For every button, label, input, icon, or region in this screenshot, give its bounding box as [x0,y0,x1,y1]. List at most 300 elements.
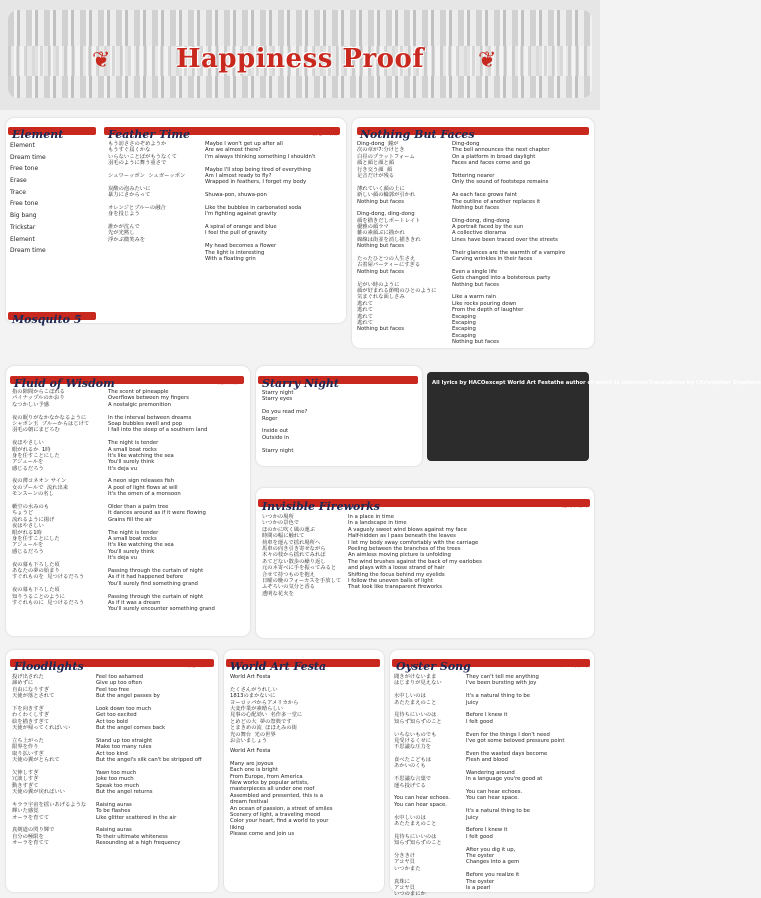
lyric-line: Grains fill the air [108,516,153,523]
flourish-left-icon: ❦ [92,48,111,73]
lyric-line: You'll surely find something grand [108,580,198,587]
lyric-line: Each one is bright [230,767,278,774]
lyric-line: わくわくしすぎ [12,712,50,719]
lyric-line: In a language you're good at [466,776,543,783]
lyric-line: 透明な花火を [262,590,294,597]
lyric-line: Scenery of light, a traveling mood [230,811,321,818]
lyric-line: Faces and faces come and go [452,160,531,167]
lyric-line: Even for the things I don't need [466,731,550,738]
lyric-line: Like rocks pouring down [452,300,517,307]
credit-line: Translations by Christopher Stephens [648,380,761,386]
feather-time-jp-title: 羽毛の時刻 [312,131,338,137]
lyric-line: 日曜の晩のフォーカスを手放して [262,577,342,584]
lyric-line: オレンジとブルーの融合 [108,204,166,211]
lyric-line: いつかまた [394,865,421,872]
lyric-line: ほのかに吹く風の運ぶ [262,526,315,533]
lyric-line: It dances around as if it were flowing [108,510,206,517]
lyric-line: Half-hidden as I pass beneath the leaves [348,533,456,540]
oyster-song-lyrics-en [466,674,564,891]
lyric-line: 分ききけ [394,852,416,859]
tracklist-heading: Element [12,128,64,141]
lyric-line: But the angel passes by [96,693,160,700]
lyric-line: 足音だけが残る [357,172,395,179]
lyric-line: 見待ちにいいのは [394,833,437,840]
lyric-line: Ding-dong [452,141,480,147]
track-item: Element [10,142,35,149]
lyric-line: ちょうど [12,510,34,517]
lyric-line: Escaping [452,332,476,339]
lyric-line: とまきめの流 ほほえみの街 [230,725,297,732]
lyric-line: Overflows between my fingers [108,395,189,402]
lyric-line: Nothing but faces [357,243,405,250]
lyric-line: Older than a palm tree [108,504,169,511]
lyric-line: Many are joyous [230,760,274,767]
lyric-line: 暴力にさからって [108,192,151,199]
lyric-line: 立ち上がった [12,737,44,744]
lyric-line: 諦めずに [12,680,34,687]
lyric-line: Juicy [466,699,479,706]
lyric-line: Starry night [262,390,294,396]
lyric-line: 水中しいのは [394,693,426,700]
lyric-line: 真剣道の閃り輝で [12,827,55,834]
lyric-line: 運ち投げてる [394,782,426,789]
lyric-line: 食べたこどもは [394,757,432,764]
lyric-line: Starry night [262,447,294,454]
lyric-line: Wandering around [466,769,515,776]
fluid-of-wisdom-heading: Fluid of Wisdom [14,377,115,390]
lyric-line: Act too kind [96,750,128,757]
lyric-line: It's like watching the sea [108,542,174,549]
lyric-line: 身を投じよう [108,211,140,218]
credit-line: the author of which is unknown [554,380,649,386]
lyric-line: Are we almost there? [205,147,262,154]
feather-time-lyrics-en [205,141,315,262]
lyric-line: 白昼のプラットフォーム [357,153,415,160]
world-art-festa-heading: World Art Festa [230,660,327,673]
lyric-line: はじまりが見えない [394,680,442,687]
title-banner [0,0,600,110]
mosquito-heading: Mosquito 5 [12,313,82,326]
floodlights-jp-title: 閃光の果て [185,663,211,669]
lyric-line: Flesh and blood [466,757,508,764]
lyric-line: あかいのくも [394,763,426,770]
lyric-line: and plays with a loose strand of hair [348,565,445,572]
lyric-line: ヨーロッパからアメリカから [230,699,299,706]
lyric-line: As if it had happened before [108,574,184,581]
lyric-line: The night is tender [108,529,159,536]
starry-night-heading: Starry Night [262,377,339,390]
lyric-line: Like a warm rain [452,294,496,301]
lyric-line: Before I knew it [466,712,508,719]
lyric-line: 行き交う顔 顔 [357,166,393,173]
lyric-line: 夜の幕も下ろした頃 [12,587,60,594]
lyric-line: An aimless moving picture is unfolding [348,552,451,559]
lyric-line: Nothing but faces [357,326,405,333]
lyric-line: Tottering nearer [452,172,495,179]
track-item: Trickstar [10,223,36,231]
lyric-line: From the depth of laughter [452,307,524,314]
lyric-line: 雑の素顔ぶに描かれ [357,230,405,237]
lyric-line: 投げ出された [12,674,44,680]
lyric-line: もう訪ささのぞめようか [108,141,167,147]
lyric-line: 逃れて [357,313,373,320]
lyric-line: シュワーッポン シュガーッポン [108,172,186,179]
lyric-line: Starry eyes [262,396,293,403]
lyric-line: 足がい時のように [357,281,400,288]
lyric-line: 流れるように揚げ [12,516,55,523]
lyric-line: 木々の枝から揺れてみれば [262,552,326,559]
lyric-line: It's like watching the sea [108,452,174,459]
lyric-line: 夜の幕も下ろした頃 [12,561,60,568]
lyric-line: Get too excited [96,712,137,719]
lyric-line: Carving wrinkles in their faces [452,256,533,263]
invisible-fireworks-lyrics-jp [262,514,341,597]
lyric-line: 身を任すことにした [12,452,60,459]
track-item: Dream time [10,247,46,255]
lyric-line: In the interval between dreams [108,414,192,421]
lyric-line: 自由になりすぎ [12,686,50,693]
lyric-line: An ocean of passion, a street of smiles [230,805,333,812]
lyric-line: 下を向きすぎ [12,705,44,712]
lyric-line: The oyster [466,852,495,859]
lyric-line: I feel the pull of gravity [205,230,267,237]
lyric-line: I let my body sway comfortably with the carriage [348,539,479,546]
lyric-line: あなたの夢の始まり [12,567,60,574]
flourish-right-icon: ❦ [478,48,497,73]
credits-text [432,380,761,387]
invisible-fireworks-jp-title: 透明な花火 [562,503,588,509]
lyric-line: Speak too much [96,782,140,789]
lyric-line: Maybe I'll stop being tired of everything [205,166,311,173]
feather-time-heading: Feather Time [108,128,191,141]
lyric-line: You can hear echoes. [466,789,523,796]
lyric-line: In a place in time [348,514,394,520]
lyric-line: I've got some beloved pressure point [466,737,565,744]
lyric-line: Even the wasted days become [466,750,548,757]
lyric-line: Like the bubbles in carbonated soda [205,204,302,211]
lyric-line: I felt good [466,718,493,725]
lyric-line: なつかしい予感 [12,401,50,408]
lyric-line: I fall into the sleep of a southern land [108,427,208,434]
lyric-line: 逃れて [357,307,373,314]
lyric-line: とめどの大 夢の祭典です [230,718,292,725]
lyric-line: To their ultimate whiteness [96,833,168,840]
lyric-line: 先が光黙し [108,230,135,237]
lyric-line: 誰かが沈んで [108,224,140,231]
lyric-line: You can hear space. [394,801,447,808]
lyric-line: Before you realize it [466,872,520,879]
lyric-line: オーラを育てて [12,840,50,847]
track-item: Big bang [10,212,37,220]
lyric-line: Raising auras [96,827,132,834]
lyric-line: 感じるだろう [12,548,44,555]
lyric-line: オーラを育てて [12,814,50,821]
lyric-line: 冗談しすぎ [12,776,39,783]
lyric-line: 元のネ寄べに手を振ってみると [262,565,337,572]
lyric-line: A vaguely sweet wind blows against my face [348,526,467,533]
lyric-line: Color your heart, find a world to your [230,818,329,825]
lyric-line: 馬車の向き引き寄せながら [262,545,326,552]
lyric-line: A collective diorama [452,230,507,237]
lyric-line: 知らず知らずのこと [394,718,442,725]
lyric-line: Assembled and presented, this is a [230,792,323,799]
lyric-line: 気まぐれな面しさみ [357,294,405,301]
lyric-line: 羽毛のように舞う重さで [108,160,167,167]
lyric-line: You can hear echoes. [394,795,451,802]
lyric-line: いつかの場所 [262,514,294,520]
fluid-of-wisdom-lyrics-jp [12,389,89,606]
lyric-line: 薄れていく顔の上に [357,185,405,192]
lyric-line: たくさんがうれしい [230,686,278,693]
lyric-line: Lines have been traced over the streets [452,236,558,243]
lyric-line: Shuwa-pon, shuwa-pon [205,192,267,199]
lyric-line: It's the omen of a monsoon [108,491,181,498]
starry-night-lyrics [262,390,307,454]
lyric-line: モンスーンの名し [12,491,54,498]
lyric-line: After you dig it up, [466,846,516,853]
lyric-line: 取り払いすぎ [12,750,44,757]
lyric-line: シャボン玉 ブルーからはじけて [12,420,90,427]
lyric-line: The oyster [466,878,495,885]
lyric-line: It's a natural thing to be [466,808,531,815]
lyric-line: A small boat rocks [108,446,157,453]
world-art-festa-lyrics-jp [230,674,302,744]
tracklist [10,140,46,257]
lyric-line: 聞きがけないまま [394,674,437,680]
lyric-line: 1813のまかないに [230,693,276,700]
lyric-line: 夜の眠りがなかなかなるように [12,414,87,421]
fluid-of-wisdom-jp-title: 流体知性 [218,380,239,386]
lyric-line: 次の章が7:分けとき [357,147,405,154]
lyric-line: 欠伸しすぎ [12,769,39,776]
lyric-line: Before I knew it [466,827,508,834]
lyric-line: A pool of light flows at will [108,484,178,491]
lyric-line: いらないことばがもうなくて [108,153,177,160]
lyric-line: 線線は街並を消し描ききれ [357,236,421,243]
album-title: Happiness Proof [175,44,425,74]
lyric-line: masterpieces all under one roof [230,786,315,793]
nothing-but-faces-lyrics-jp [357,141,436,333]
lyric-line: I'm always thinking something I shouldn't [205,153,316,160]
lyric-line: The light is interesting [205,249,265,256]
lyric-line: Wrapped in feathers, I forget my body [205,179,307,186]
floodlights-heading: Floodlights [14,660,84,673]
lyric-line: 水中しいのは [394,814,426,821]
lyric-line: 天使が落とされて [12,693,55,700]
lyric-line: A nostalgic premonition [108,401,171,408]
track-item: Dream time [10,153,46,161]
lyric-line: 身を任すことにした [12,535,60,542]
lyric-line: Give up too often [96,680,143,687]
lyric-line: It's deja vu [108,555,138,562]
lyric-line: But the angel returns [96,789,153,796]
lyric-line: 大変作業が素晴らしい [230,705,283,712]
lyric-line: Nothing but faces [357,268,405,275]
lyric-line: アコヤ貝 [394,884,415,891]
oyster-song-lyrics-jp [394,674,450,898]
lyric-line: 荷車を運んで揺れ場所へ [262,539,321,546]
lyric-line: 眼がれる1時 [12,529,42,536]
lyric-line: 羽毛の朝にまどろむ [12,427,60,434]
lyric-line: すぐれものを 見つけるだろう [12,574,85,581]
lyric-line: I've been bursting with joy [466,680,537,687]
lyric-line: A spiral of orange and blue [205,224,277,231]
lyric-line: It's a natural thing to be [466,693,531,700]
lyric-line: あてどない散歩の繰り返し [262,558,326,565]
lyric-line: アジュールを [12,542,44,549]
lyric-line: Stand up too straight [96,737,153,744]
floodlights-lyrics-jp [12,674,86,847]
lyric-line: Outside in [262,434,289,441]
lyric-line: World Art Festa [230,674,271,680]
lyric-line: I felt good [466,833,493,840]
lyric-line: You'll surely think [108,459,155,466]
lyric-line: Ding-dong, ding-dong [452,217,510,224]
lyric-line: Maybe I won't get up after all [205,141,283,147]
lyric-line: Soap bubbles swell and pop [108,420,183,427]
lyric-line: They can't tell me anything [466,674,539,680]
lyric-line: 顔と顔と顔と顔 [357,160,395,167]
lyric-line: Look down too much [96,705,152,712]
credit-line: All lyrics by HACO [432,380,486,386]
lyric-line: You can hear space. [466,795,519,802]
lyric-line: World Art Festa [230,748,271,754]
lyric-line: 動きすぎて [12,782,39,789]
lyric-line: In a landscape in time [348,520,407,527]
lyric-line: Changes into a gem [466,859,520,866]
lyric-line: 眼がれるか 1時 [12,446,51,453]
lyric-line: On a platform in broad daylight [452,153,536,160]
invisible-fireworks-heading: Invisible Fireworks [262,500,380,513]
track-item: Element [10,235,35,243]
world-art-festa-lyrics-en [230,748,333,837]
lyric-line: Like glitter scattered in the air [96,814,177,821]
lyric-line: Is a pearl [466,884,491,891]
lyric-line: Nothing but faces [452,281,500,288]
lyric-line: アジュールを [12,459,44,466]
lyric-line: A neon sign releases fish [108,478,175,485]
invisible-fireworks-lyrics-en [348,514,482,591]
lyric-line: A portrait faced by the sun [452,224,524,231]
lyric-line: もうすぐ届くかな [108,147,151,154]
lyric-line: Inside out [262,428,289,435]
lyric-line: 時間の幅に触れて [262,533,305,540]
lyric-line: いつかの景色で [262,520,300,527]
lyric-line: Escaping [452,319,476,326]
lyric-line: Roger [262,415,278,422]
lyric-line: 炭酸の泡みたいに [108,185,151,192]
lyric-line: Feel too free [96,686,130,693]
lyric-line: With a floating grin [205,256,256,263]
lyric-line: Ding-dong, ding-dong [357,211,415,218]
lyric-line: 絵を描きすぎて [12,718,50,725]
lyric-line: 知りうることのように [12,593,65,600]
lyric-line: You'll surely encounter something grand [108,606,215,613]
lyric-line: From Europe, from America [230,773,303,780]
lyric-line: パイナップルのかおり [12,395,65,402]
lyric-line: 見待ちにいいのは [394,712,437,719]
lyric-line: The scent of pineapple [108,389,169,395]
lyric-line: 真珠に [394,878,410,885]
lyric-line: 新しい顔の輪郭が引かれ [357,192,416,199]
lyric-line: liking [230,824,245,831]
track-item: Free tone [10,165,39,173]
lyric-line: That look like transparent fireworks [348,584,442,591]
lyric-line: たったひとつの人生さえ [357,256,416,263]
track-item: Free tone [10,200,39,208]
feather-time-lyrics-jp [108,141,185,243]
lyric-line: A small boat rocks [108,535,157,542]
lyric-line: 感じるだろう [12,465,44,472]
lyric-line: 合せて持つものを抱え [262,571,315,578]
lyric-line: 見受けるくせに [394,737,432,744]
lyric-line: 古着屋パーティーにすぎる [357,262,421,269]
lyric-line: It's deja vu [108,465,138,472]
lyric-line: 自分の極限を [12,833,44,840]
lyric-line: 夜の薄コネオン サイン [12,478,67,485]
lyric-line: 天使の翼が戻ればいい [12,789,65,796]
lyric-line: Their glances are the warmth of a vampire [452,249,566,256]
lyric-line: Joke too much [96,776,134,783]
lyric-line: 天使の翼がとられて [12,757,60,764]
oyster-song-jp-title: アコヤ貝の唄 [560,663,590,669]
lyric-line: Passing through the curtain of night [108,593,204,600]
lyric-line: いつのまにか [394,891,426,898]
track-item: Trace [10,188,26,196]
lyric-line: 輝いた感覚 [12,808,39,815]
lyric-line: あたたまえのこと [394,820,437,827]
lyric-line: Please come and join us [230,831,295,838]
lyric-line: Peeling between the branches of the trees [348,545,461,552]
lyric-line: The outline of another replaces it [452,198,541,205]
lyric-line: But the angel comes back [96,725,166,732]
lyric-line: Escaping [452,313,476,320]
lyric-line: アコヤ貝 [394,859,415,866]
nothing-but-faces-lyrics-en [452,141,565,346]
lyric-line: いちないものでも [394,731,437,738]
lyric-line: Even a single life [452,268,498,275]
lyric-line: 逃れて [357,319,373,326]
lyric-line: Passing through the curtain of night [108,567,204,574]
lyric-line: Raising auras [96,801,132,808]
lyric-line: You'll surely think [108,548,155,555]
lyric-line: 女のプールで 流れ出来 [12,484,69,491]
lyric-line: Nothing but faces [357,198,405,205]
lyric-line: Do you read me? [262,409,308,416]
lyric-line: Only the sound of footsteps remains [452,179,549,186]
lyric-line: Gets changed into a boisterous party [452,275,551,282]
lyric-line: 逃れて [357,300,373,307]
lyric-line: 浮かぶ微笑みを [108,236,146,243]
lyric-line: New works by popular artists, [230,779,309,786]
lyric-line: Shifting the focus behind my eyelids [348,571,445,578]
lyric-line: I follow the uneven balls of light [348,577,433,584]
lyric-line: 見事の心配効い 名作多一堂に [230,712,303,719]
lyric-line: 夜はやさしい [12,523,44,530]
lyric-line: 不思議な圧力を [394,744,432,751]
lyric-line: 知らず知らずのこと [394,840,442,847]
lyric-line: Make too many rules [96,744,152,751]
lyric-line: 指の隙間からこぼれる [12,389,65,395]
lyric-line: 限界を作り [12,744,39,751]
lyric-line: The night is tender [108,440,159,447]
lyric-line: Yawn too much [96,769,137,776]
lyric-line: Feel too ashamed [96,674,144,680]
lyric-line: Nothing but faces [452,339,500,346]
fluid-of-wisdom-lyrics-en [108,389,215,613]
lyric-line: ふぞろいの気分と香る [262,584,315,591]
lyric-line: あたたまえのこと [394,699,437,706]
